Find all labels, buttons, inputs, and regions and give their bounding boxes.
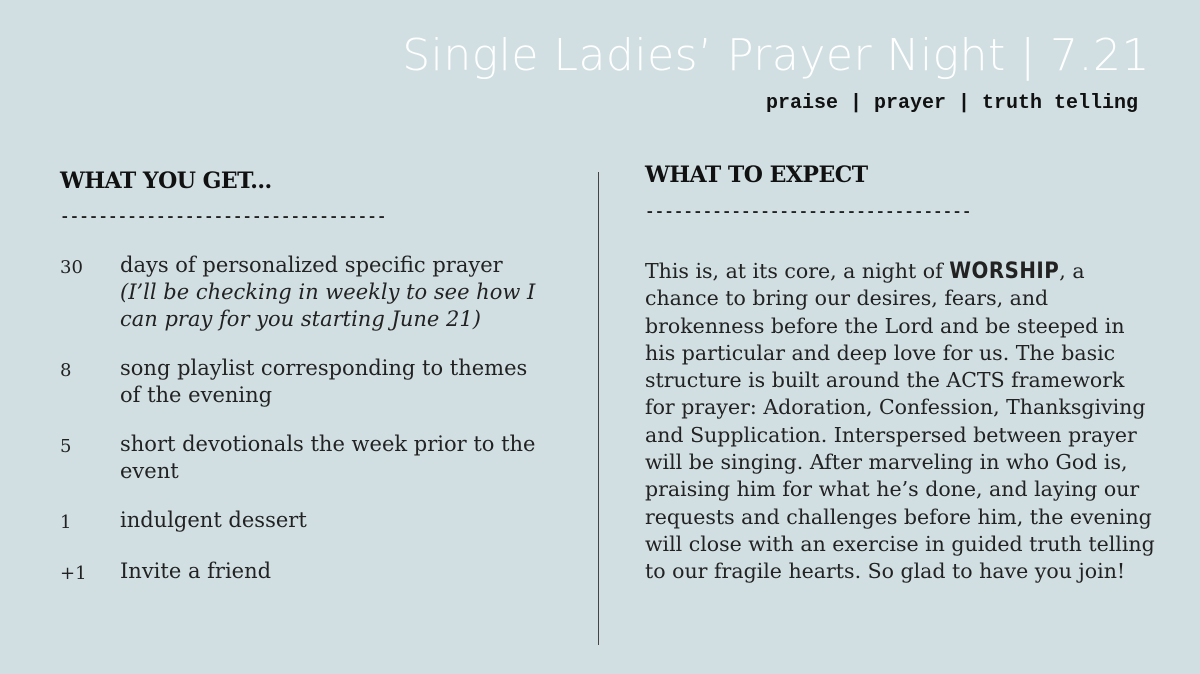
- list-item: [60, 252, 540, 333]
- paragraph-text-rest: , a chance to bring our desires, fears, and brokenness before the Lord and be steeped in his particular and deep love for us. The basic structure is built around the ACTS framework for prayer: Adoration, Confession, Thanksgiving and Supplication. Interspersed between prayer will be singing. After marveling in who God is, praising him for what he’s done, and laying our requests and challenges before him, the evening will close with an exercise in guided truth telling to our fragile hearts. So glad to have you join!: [645, 259, 1155, 584]
- item-text: indulgent dessert: [120, 508, 307, 532]
- page-title: Single Ladies’ Prayer Night | 7.21: [402, 30, 1150, 81]
- what-to-expect-divider-dashes: ----------------------------------: [645, 203, 972, 221]
- page-subtitle: praise | prayer | truth telling: [765, 92, 1138, 115]
- item-count: 5: [60, 436, 72, 457]
- column-divider: [598, 172, 599, 645]
- list-item: [60, 431, 540, 485]
- item-text-block: [120, 252, 540, 333]
- item-note: (I’ll be checking in weekly to see how I can pray for you starting June 21): [120, 280, 536, 331]
- what-you-get-list: [60, 252, 540, 609]
- what-to-expect-paragraph: [645, 258, 1155, 586]
- what-you-get-divider-dashes: ----------------------------------: [60, 208, 387, 226]
- item-text: song playlist corresponding to themes of the evening: [120, 356, 528, 407]
- what-to-expect-heading: WHAT TO EXPECT: [645, 162, 868, 188]
- item-count: 8: [60, 360, 72, 381]
- item-count: 30: [60, 257, 83, 278]
- item-text: short devotionals the week prior to the event: [120, 432, 536, 483]
- list-item: [60, 507, 540, 536]
- paragraph-text-start: This is, at its core, a night of: [645, 259, 950, 283]
- list-item: [60, 355, 540, 409]
- what-you-get-heading: WHAT YOU GET...: [60, 168, 272, 194]
- worship-emphasis: WORSHIP: [949, 259, 1060, 284]
- item-text: days of personalized specific prayer: [120, 253, 503, 277]
- list-item: [60, 558, 540, 587]
- item-text: Invite a friend: [120, 559, 272, 583]
- item-count: +1: [60, 563, 87, 584]
- item-count: 1: [60, 512, 72, 533]
